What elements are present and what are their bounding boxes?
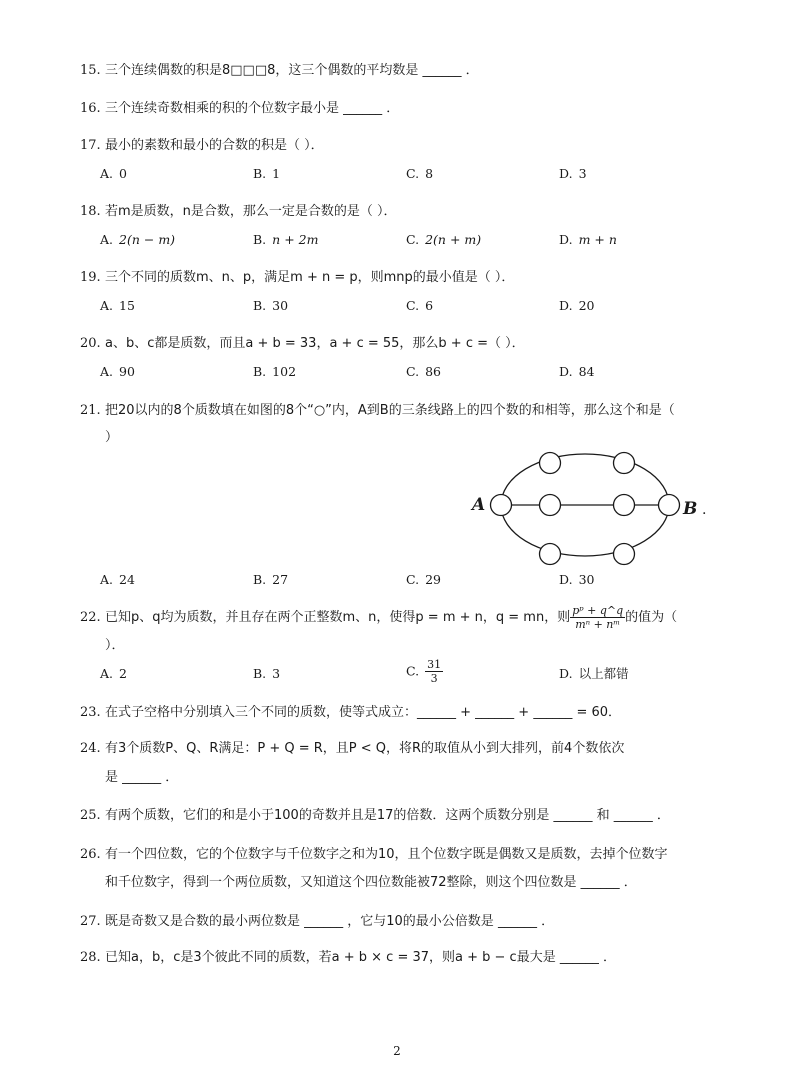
- node-bottom-left: [540, 544, 561, 565]
- option-c[interactable]: C. 29: [406, 572, 441, 587]
- question-text: 最小的素数和最小的合数的积是（ ）．: [105, 138, 324, 153]
- option-b[interactable]: B. 30: [253, 298, 289, 313]
- options-19: [100, 296, 620, 316]
- option-a[interactable]: A. 2(n − m): [100, 232, 176, 247]
- question-text: 三个不同的质数m、n、p，满足m + n = p，则mnp的最小值是（ ）．: [105, 270, 515, 285]
- options-21: [100, 570, 620, 590]
- option-b[interactable]: B. n + 2m: [253, 232, 319, 247]
- question-number: 28.: [80, 950, 101, 965]
- question-text: 有一个四位数，它的个位数字与千位数字之和为10，且个位数字既是偶数又是质数，去掉个位数字: [105, 847, 668, 862]
- option-c-fraction: $\frac{31}{3}$: [427, 658, 442, 685]
- question-22: [80, 604, 720, 632]
- question-number: 17.: [80, 138, 101, 153]
- question-26-cont: [80, 873, 720, 893]
- option-d[interactable]: D. 3: [559, 166, 587, 181]
- node-a: [491, 495, 512, 516]
- question-number: 26.: [80, 847, 101, 862]
- question-24-cont: [80, 768, 720, 788]
- option-c[interactable]: C. 2(n + m): [406, 232, 482, 247]
- question-23: [80, 703, 720, 723]
- question-text: 若m是质数，n是合数，那么一定是合数的是（ ）．: [105, 204, 397, 219]
- options-22: [100, 658, 629, 685]
- question-text: 已知p、q均为质数，并且存在两个正整数m、n，使得p = m + n，q = mn，则 $\frac{\text{pᵖ + q\textasciicircum{}q}}{\text{mⁿ + nᵐ}}$ 的值为（: [105, 604, 678, 631]
- question-number: 18.: [80, 204, 101, 219]
- question-number: 24.: [80, 741, 101, 756]
- question-20: [80, 334, 720, 354]
- question-18: [80, 202, 720, 222]
- question-text: 既是奇数又是合数的最小两位数是 ______ ，它与10的最小公倍数是 ______ ．: [105, 914, 555, 929]
- label-b: B: [683, 499, 698, 519]
- option-a[interactable]: A. 2: [100, 666, 127, 681]
- question-21-cont: [80, 428, 720, 448]
- question-number: 15.: [80, 63, 101, 78]
- question-number: 25.: [80, 808, 101, 823]
- node-mid-right: [614, 495, 635, 516]
- option-a[interactable]: A. 90: [100, 364, 135, 379]
- option-b[interactable]: B. 27: [253, 572, 289, 587]
- fraction: $\frac{\text{pᵖ + q\textasciicircum{}q}}{\text{mⁿ + nᵐ}}$: [572, 604, 624, 631]
- node-top-right: [614, 453, 635, 474]
- option-a[interactable]: A. 15: [100, 298, 135, 313]
- question-number: 19.: [80, 270, 101, 285]
- question-text: 有3个质数P、Q、R满足：P + Q = R，且P < Q，将R的取值从小到大排列，前4个数依次: [105, 741, 625, 756]
- options-18: [100, 230, 620, 250]
- option-c[interactable]: C. 86: [406, 364, 441, 379]
- question-number: 20.: [80, 336, 101, 351]
- question-text-cont: 和千位数字，得到一个两位质数，又知道这个四位数能被72整除，则这个四位数是 ______ ．: [105, 875, 637, 890]
- question-19: [80, 268, 720, 288]
- page-number: 2: [393, 1044, 401, 1058]
- question-text-cont: 是 ______ ．: [105, 770, 179, 785]
- question-21: [80, 401, 720, 421]
- option-a[interactable]: A. 0: [100, 166, 127, 181]
- question-text: 三个连续偶数的积是8□□□8，这三个偶数的平均数是 ______ ．: [105, 63, 479, 78]
- label-a: A: [472, 495, 486, 515]
- question-16: [80, 99, 720, 119]
- question-number: 27.: [80, 914, 101, 929]
- question-17: [80, 136, 720, 156]
- diagram-a-to-b: [468, 448, 718, 573]
- node-top-left: [540, 453, 561, 474]
- question-text: 已知a，b，c是3个彼此不同的质数，若a + b × c = 37，则a + b − c最大是 ______ ．: [105, 950, 616, 965]
- question-text: 在式子空格中分别填入三个不同的质数，使等式成立：______ + ______ + ______ = 60．: [105, 705, 622, 720]
- options-20: [100, 362, 620, 382]
- option-d[interactable]: D. 84: [559, 364, 595, 379]
- options-17: [100, 164, 620, 184]
- question-number: 22.: [80, 610, 101, 625]
- option-c[interactable]: C. 8: [406, 166, 434, 181]
- question-text-cont: ）．: [105, 638, 125, 653]
- question-26: [80, 845, 720, 865]
- question-text: a、b、c都是质数，而且a + b = 33，a + c = 55，那么b + c =（ ）．: [105, 336, 525, 351]
- question-text: 把20以内的8个质数填在如图的8个“○”内，A到B的三条线路上的四个数的和相等，那么这个和是（: [105, 403, 675, 418]
- option-c[interactable]: C. $\frac{31}{3}$: [406, 658, 442, 685]
- option-d[interactable]: D. 30: [559, 572, 595, 587]
- question-22-cont: [80, 636, 720, 656]
- option-d[interactable]: D. 以上都错: [559, 666, 629, 681]
- question-15: [80, 61, 720, 81]
- question-27: [80, 912, 720, 932]
- option-c[interactable]: C. 6: [406, 298, 434, 313]
- question-28: [80, 948, 720, 968]
- question-text: 三个连续奇数相乘的积的个位数字最小是 ______ ．: [105, 101, 400, 116]
- question-24: [80, 739, 720, 759]
- option-a[interactable]: A. 24: [100, 572, 135, 587]
- option-d[interactable]: D. 20: [559, 298, 595, 313]
- question-text-cont: ）: [105, 430, 119, 445]
- option-b[interactable]: B. 102: [253, 364, 297, 379]
- option-b[interactable]: B. 1: [253, 166, 281, 181]
- option-b[interactable]: B. 3: [253, 666, 281, 681]
- question-number: 16.: [80, 101, 101, 116]
- node-mid-left: [540, 495, 561, 516]
- option-d[interactable]: D. m + n: [559, 232, 617, 247]
- question-number: 23.: [80, 705, 101, 720]
- label-period: .: [702, 502, 707, 518]
- question-number: 21.: [80, 403, 101, 418]
- question-text: 有两个质数，它们的和是小于100的奇数并且是17的倍数．这两个质数分别是 ______ 和 ______ ．: [105, 808, 670, 823]
- question-25: [80, 806, 720, 826]
- node-b: [659, 495, 680, 516]
- node-bottom-right: [614, 544, 635, 565]
